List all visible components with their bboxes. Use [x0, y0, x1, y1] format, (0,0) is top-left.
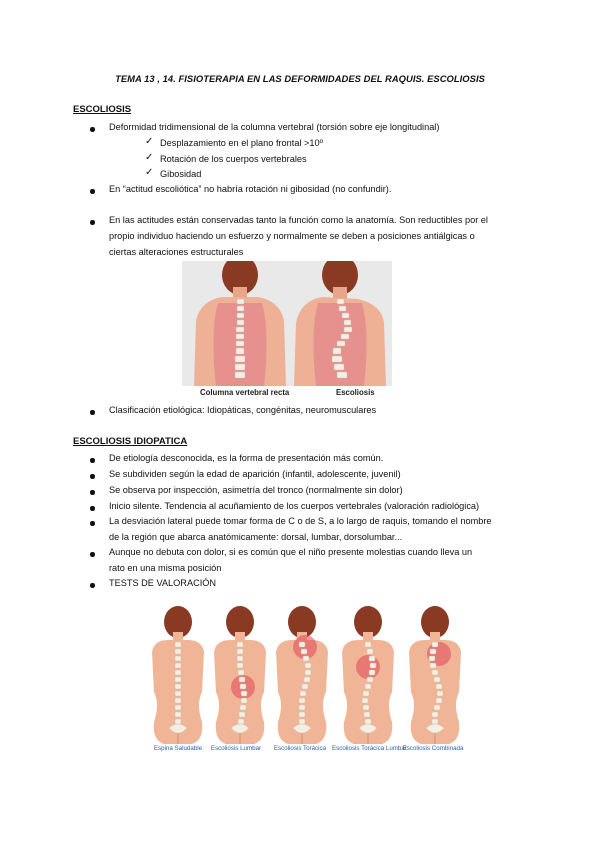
check-icon: ✓ — [145, 136, 154, 147]
back-illustration — [214, 606, 266, 744]
text-line: En “actitud escoliótica” no habría rotación ni gibosidad (no confundir). — [109, 184, 392, 194]
check-item: Gibosidad — [160, 169, 202, 179]
back-illustration — [276, 606, 328, 744]
bullet — [90, 220, 95, 225]
bullet — [90, 189, 95, 194]
bullet — [90, 506, 95, 511]
text-line: rato en una misma posición — [109, 563, 222, 573]
text-line: de la región que abarca anatómicamente: dorsal, lumbar, dorsolumbar... — [109, 532, 403, 542]
back-illustration — [409, 606, 461, 744]
text-line: Clasificación etiológica: Idiopáticas, congénitas, neuromusculares — [109, 405, 377, 415]
figure-caption: Escoliosis Torácica — [273, 745, 327, 752]
text-line: La desviación lateral puede tomar forma de C o de S, a lo largo de raquis, tomando el nombre — [109, 516, 492, 526]
check-item: Desplazamiento en el plano frontal >10º — [160, 138, 323, 148]
figure-caption: Escoliosis Lumbar — [210, 745, 262, 752]
text-line: En las actitudes están conservadas tanto la función como la anatomía. Son reductibles por el — [109, 215, 488, 225]
text-line: Aunque no debuta con dolor, si es común que el niño presente molestias cuando lleva un — [109, 547, 473, 557]
figure-caption: Columna vertebral recta — [200, 388, 290, 397]
bullet — [90, 127, 95, 132]
text-line: Deformidad tridimensional de la columna vertebral (torsión sobre eje longitudinal) — [109, 122, 440, 132]
check-icon: ✓ — [145, 167, 154, 178]
page-title: TEMA 13 , 14. FISIOTERAPIA EN LAS DEFORMIDADES DEL RAQUIS. ESCOLIOSIS — [115, 73, 485, 84]
figure-caption: Escoliosis — [336, 388, 375, 397]
back-illustration — [342, 606, 394, 744]
posture-figure — [182, 261, 392, 397]
text-line: ciertas alteraciones estructurales — [109, 247, 244, 257]
bullet — [90, 490, 95, 495]
scoliosis-types-figure — [140, 592, 470, 760]
text-line: Se observa por inspección, asimetría del tronco (normalmente sin dolor) — [109, 485, 403, 495]
bullet — [90, 521, 95, 526]
text-line: De etiología desconocida, es la forma de presentación más común. — [109, 453, 384, 463]
section-heading-escoliosis-idiopatica: ESCOLIOSIS IDIOPATICA — [73, 436, 188, 447]
bullet — [90, 552, 95, 557]
figure-caption: Escoliosis Combinada — [402, 745, 464, 752]
section-heading-escoliosis: ESCOLIOSIS — [73, 104, 132, 115]
check-item: Rotación de los cuerpos vertebrales — [160, 154, 307, 164]
bullet — [90, 458, 95, 463]
text-line: TESTS DE VALORACIÓN — [109, 578, 217, 588]
back-illustration — [152, 606, 204, 744]
figure-caption: Escoliosis Torácica Lumbar — [332, 745, 407, 752]
bullet — [90, 410, 95, 415]
text-line: Inicio silente. Tendencia al acuñamiento de los cuerpos vertebrales (valoración radiológica) — [109, 501, 480, 511]
bullet — [90, 583, 95, 588]
text-line: propio individuo haciendo un esfuerzo y normalmente se deben a posiciones antiálgicas o — [109, 231, 475, 241]
bullet — [90, 474, 95, 479]
text-line: Se subdividen según la edad de aparición (infantil, adolescente, juvenil) — [109, 469, 401, 479]
check-icon: ✓ — [145, 152, 154, 163]
figure-caption: Espina Saludable — [153, 745, 203, 752]
